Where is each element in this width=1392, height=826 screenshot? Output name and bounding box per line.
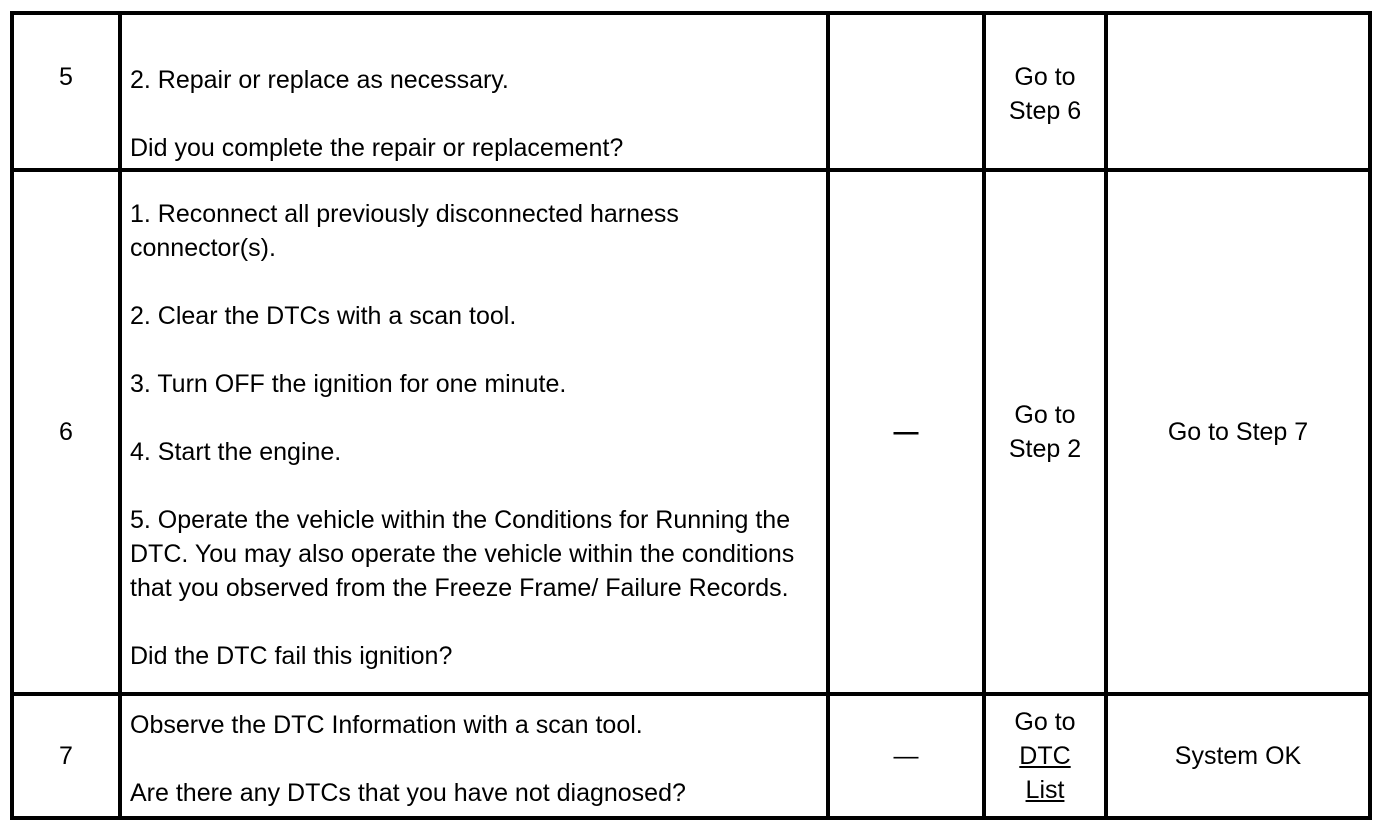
yes-goto-text: Go to	[1014, 401, 1076, 429]
table-row	[12, 170, 1370, 694]
no-cell	[1106, 13, 1370, 170]
table-row	[12, 13, 1370, 170]
table-row	[12, 694, 1370, 818]
dtc-link-line-1[interactable]: DTC	[1019, 742, 1071, 770]
yes-step-text: Step 6	[1008, 97, 1082, 125]
step-number: 7	[12, 694, 120, 818]
action-cell	[120, 694, 828, 818]
action-cell	[120, 13, 828, 170]
action-cell	[120, 170, 828, 694]
yes-step-text: Step 2	[1008, 435, 1082, 463]
action-text: 4. Start the engine.	[130, 437, 342, 466]
yes-cell	[984, 13, 1106, 170]
action-text: 2. Clear the DTCs with a scan tool.	[130, 301, 517, 330]
dtc-link-line-2[interactable]: List	[1025, 776, 1065, 804]
yes-goto-text: Go to	[1014, 63, 1076, 91]
action-question: Are there any DTCs that you have not diagnosed?	[130, 778, 686, 807]
action-question: Did the DTC fail this ignition?	[130, 641, 453, 670]
action-text: 2. Repair or replace as necessary.	[130, 66, 509, 94]
action-text: 1. Reconnect all previously disconnected harness connector(s).	[130, 199, 679, 262]
value-cell: —	[828, 170, 984, 694]
action-question: Did you complete the repair or replacement?	[130, 134, 624, 162]
action-text: 3. Turn OFF the ignition for one minute.	[130, 369, 567, 398]
yes-goto-text: Go to	[1014, 708, 1076, 736]
yes-cell	[984, 170, 1106, 694]
value-cell: —	[828, 694, 984, 818]
step-number: 5	[12, 13, 120, 170]
no-cell: System OK	[1106, 694, 1370, 818]
no-cell: Go to Step 7	[1106, 170, 1370, 694]
action-text: 5. Operate the vehicle within the Conditions for Running the DTC. You may also operate the vehicle within the conditions that you observed from the Freeze Frame/ Failure Records.	[130, 505, 795, 602]
diagnostic-table	[10, 11, 1372, 820]
action-text: Observe the DTC Information with a scan tool.	[130, 710, 643, 739]
step-number: 6	[12, 170, 120, 694]
yes-cell	[984, 694, 1106, 818]
value-cell	[828, 13, 984, 170]
dtc-list-link[interactable]	[986, 739, 1104, 807]
